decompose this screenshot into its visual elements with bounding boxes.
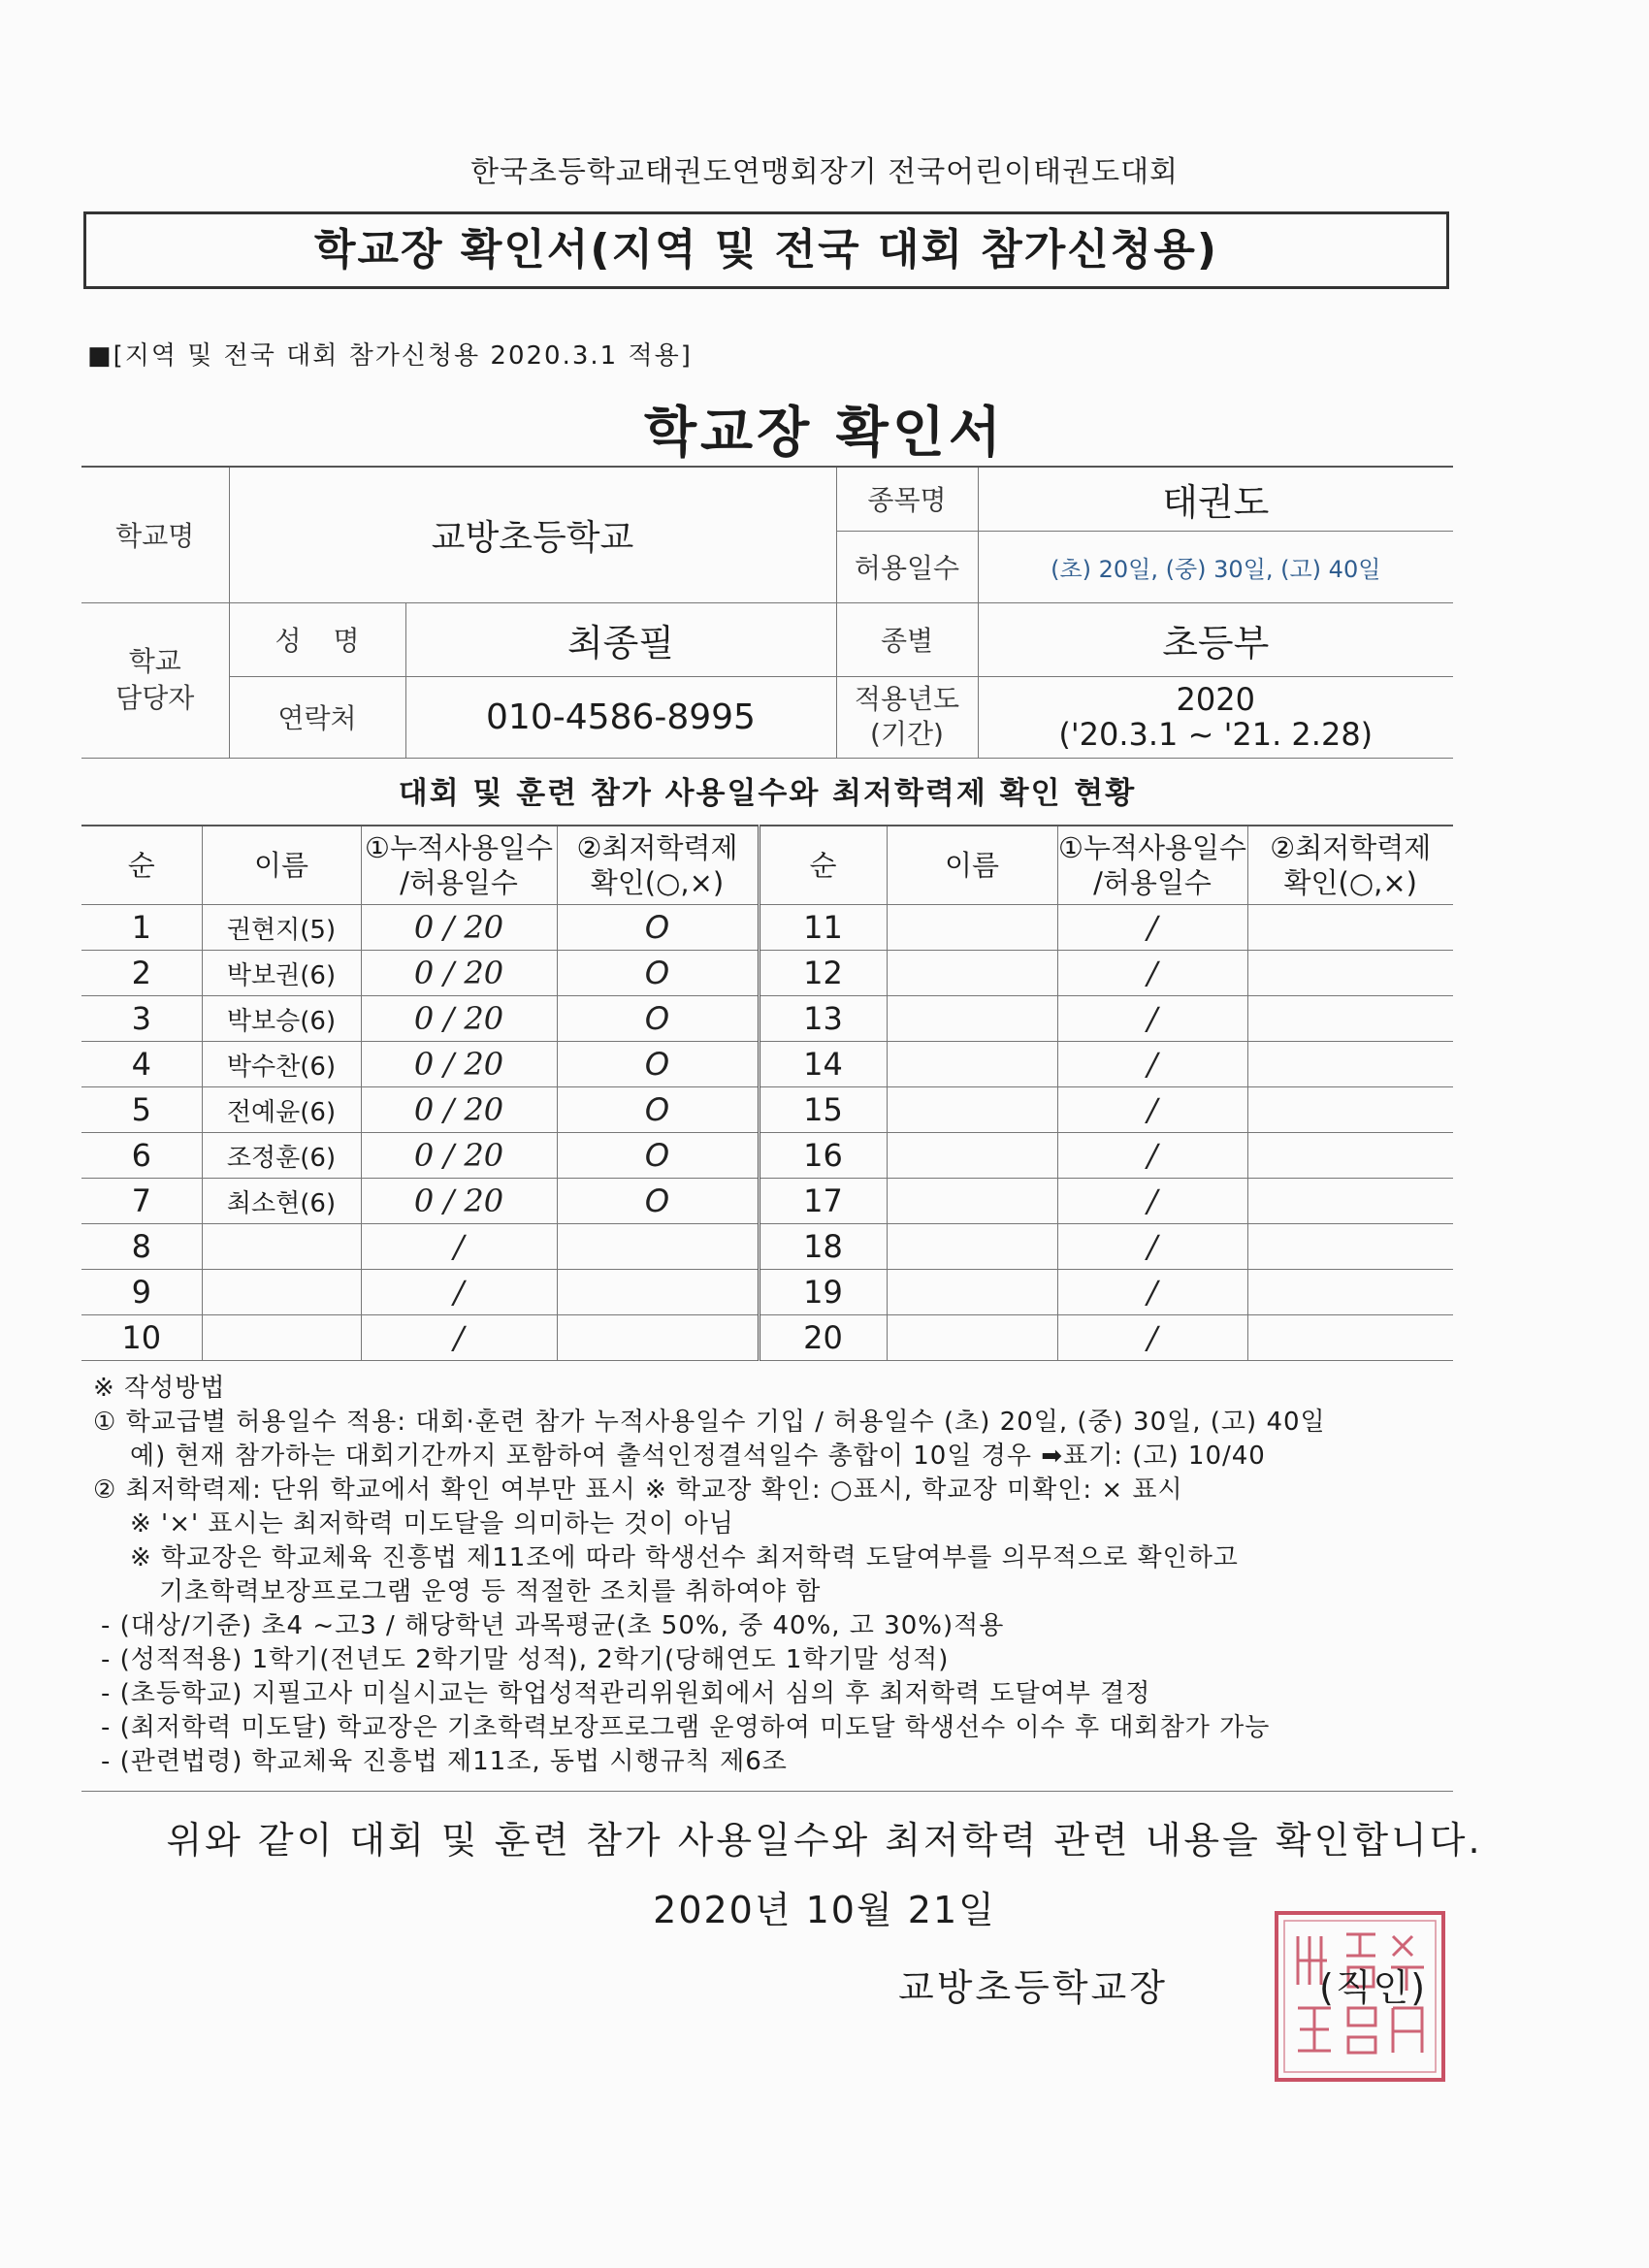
student-name bbox=[887, 996, 1057, 1042]
event-title: 한국초등학교태권도연맹회장기 전국어린이태권도대회 bbox=[469, 155, 1180, 189]
minimum-academic-check bbox=[557, 1270, 759, 1315]
student-name bbox=[887, 951, 1057, 996]
student-name bbox=[887, 1133, 1057, 1179]
minimum-academic-check bbox=[1247, 1315, 1453, 1361]
manager-name: 최종필 bbox=[405, 602, 836, 676]
manager-label-line1: 학교 bbox=[128, 645, 181, 677]
days-used: / bbox=[361, 1270, 557, 1315]
col-check-right-line1: ②최저학력제 bbox=[1270, 831, 1432, 864]
days-used: / bbox=[1057, 1133, 1247, 1179]
row-number: 13 bbox=[759, 996, 887, 1042]
apply-note: ■[지역 및 전국 대회 참가신청용 2020.3.1 적용] bbox=[87, 341, 693, 371]
school-name: 교방초등학교 bbox=[229, 467, 836, 602]
table-row bbox=[81, 1270, 1453, 1315]
minimum-academic-check bbox=[1247, 905, 1453, 951]
principal-title: 교방초등학교장 bbox=[898, 1966, 1168, 2009]
row-number: 17 bbox=[759, 1179, 887, 1224]
student-name bbox=[202, 1224, 361, 1270]
row-number: 3 bbox=[81, 996, 202, 1042]
document-title-box: 학교장 확인서(지역 및 전국 대회 참가신청용) bbox=[83, 211, 1449, 289]
minimum-academic-check: O bbox=[557, 1087, 759, 1133]
row-number: 8 bbox=[81, 1224, 202, 1270]
table-row bbox=[81, 1133, 1453, 1179]
contact-label: 연락처 bbox=[229, 676, 405, 758]
guide-line: 예) 현재 참가하는 대회기간까지 포함하여 출석인정결석일수 총합이 10일 경우 ➡표기: (고) 10/40 bbox=[130, 1442, 1266, 1471]
school-info-table bbox=[81, 466, 1453, 759]
row-number: 11 bbox=[759, 905, 887, 951]
days-used: 0 / 20 bbox=[361, 1133, 557, 1179]
minimum-academic-check bbox=[557, 1315, 759, 1361]
student-name bbox=[887, 1270, 1057, 1315]
divider bbox=[81, 1791, 1453, 1792]
name-label: 성 명 bbox=[229, 602, 405, 676]
guide-line: ※ '×' 표시는 최저학력 미도달을 의미하는 것이 아님 bbox=[130, 1509, 734, 1539]
col-days-left-line2: /허용일수 bbox=[400, 866, 518, 899]
row-number: 19 bbox=[759, 1270, 887, 1315]
days-used: / bbox=[1057, 905, 1247, 951]
year-label-line2: (기간) bbox=[870, 718, 944, 750]
student-name: 박보승(6) bbox=[202, 996, 361, 1042]
col-check-right bbox=[1247, 826, 1453, 905]
minimum-academic-check bbox=[1247, 1270, 1453, 1315]
col-days-left-line1: ①누적사용일수 bbox=[364, 831, 554, 864]
table-row bbox=[81, 1179, 1453, 1224]
student-name: 권현지(5) bbox=[202, 905, 361, 951]
col-days-right bbox=[1057, 826, 1247, 905]
table-row bbox=[81, 1224, 1453, 1270]
row-number: 7 bbox=[81, 1179, 202, 1224]
row-number: 9 bbox=[81, 1270, 202, 1315]
roster-section-title: 대회 및 훈련 참가 사용일수와 최저학력제 확인 현황 bbox=[398, 776, 1137, 811]
table-row bbox=[81, 1042, 1453, 1087]
days-used: / bbox=[1057, 951, 1247, 996]
days-used: / bbox=[1057, 1270, 1247, 1315]
student-name bbox=[887, 905, 1057, 951]
minimum-academic-check: O bbox=[557, 1133, 759, 1179]
guide-line: - (대상/기준) 초4 ~고3 / 해당학년 과목평균(초 50%, 중 40%, 고 30%)적용 bbox=[101, 1611, 1005, 1640]
col-name-left: 이름 bbox=[202, 826, 361, 905]
col-check-left-line1: ②최저학력제 bbox=[576, 831, 738, 864]
guide-line: ※ 학교장은 학교체육 진흥법 제11조에 따라 학생선수 최저학력 도달여부를 의무적으로 확인하고 bbox=[130, 1543, 1239, 1572]
table-row bbox=[81, 1315, 1453, 1361]
student-name bbox=[202, 1270, 361, 1315]
student-name bbox=[887, 1224, 1057, 1270]
confirmation-statement: 위와 같이 대회 및 훈련 참가 사용일수와 최저학력 관련 내용을 확인합니다. bbox=[166, 1819, 1483, 1862]
manager-label bbox=[81, 602, 229, 758]
minimum-academic-check: O bbox=[557, 1179, 759, 1224]
days-used: 0 / 20 bbox=[361, 1087, 557, 1133]
table-row bbox=[81, 1087, 1453, 1133]
row-number: 1 bbox=[81, 905, 202, 951]
col-no-right: 순 bbox=[759, 826, 887, 905]
col-days-right-line2: /허용일수 bbox=[1093, 866, 1212, 899]
row-number: 2 bbox=[81, 951, 202, 996]
table-row bbox=[81, 951, 1453, 996]
days-used: / bbox=[1057, 1042, 1247, 1087]
days-used: / bbox=[1057, 1224, 1247, 1270]
days-used: / bbox=[1057, 1315, 1247, 1361]
col-no-left: 순 bbox=[81, 826, 202, 905]
row-number: 18 bbox=[759, 1224, 887, 1270]
row-number: 5 bbox=[81, 1087, 202, 1133]
allowed-days-value: (초) 20일, (중) 30일, (고) 40일 bbox=[978, 531, 1453, 602]
school-name-label: 학교명 bbox=[81, 467, 229, 602]
col-check-left-line2: 확인(○,×) bbox=[590, 866, 725, 899]
minimum-academic-check bbox=[1247, 1224, 1453, 1270]
student-name: 전예윤(6) bbox=[202, 1087, 361, 1133]
minimum-academic-check bbox=[1247, 1042, 1453, 1087]
guide-line: - (관련법령) 학교체육 진흥법 제11조, 동법 시행규칙 제6조 bbox=[101, 1747, 788, 1776]
category-value: 초등부 bbox=[978, 602, 1453, 676]
year-value bbox=[978, 676, 1453, 758]
days-used: 0 / 20 bbox=[361, 1042, 557, 1087]
days-used: / bbox=[361, 1315, 557, 1361]
minimum-academic-check bbox=[1247, 1133, 1453, 1179]
minimum-academic-check: O bbox=[557, 1042, 759, 1087]
contact-value: 010-4586-8995 bbox=[405, 676, 836, 758]
seal-label: (직인) bbox=[1319, 1966, 1428, 2009]
col-check-left bbox=[557, 826, 759, 905]
student-name: 박수찬(6) bbox=[202, 1042, 361, 1087]
guide-line: - (성적적용) 1학기(전년도 2학기말 성적), 2학기(당해연도 1학기말 성적) bbox=[101, 1645, 950, 1674]
writing-guide bbox=[93, 1372, 1471, 1779]
guide-line: ② 최저학력제: 단위 학교에서 확인 여부만 표시 ※ 학교장 확인: ○표시, 학교장 미확인: × 표시 bbox=[93, 1475, 1183, 1505]
issue-date: 2020년 10월 21일 bbox=[653, 1889, 996, 1931]
col-name-right: 이름 bbox=[887, 826, 1057, 905]
days-used: 0 / 20 bbox=[361, 1179, 557, 1224]
row-number: 12 bbox=[759, 951, 887, 996]
guide-line: - (최저학력 미도달) 학교장은 기초학력보장프로그램 운영하여 미도달 학생선수 이수 후 대회참가 가능 bbox=[101, 1713, 1271, 1742]
category-label: 종별 bbox=[836, 602, 978, 676]
days-used: 0 / 20 bbox=[361, 905, 557, 951]
days-used: / bbox=[1057, 1087, 1247, 1133]
days-used: / bbox=[1057, 1179, 1247, 1224]
row-number: 4 bbox=[81, 1042, 202, 1087]
guide-line: ① 학교급별 허용일수 적용: 대회·훈련 참가 누적사용일수 기입 / 허용일수 (초) 20일, (중) 30일, (고) 40일 bbox=[93, 1408, 1326, 1437]
student-name bbox=[887, 1042, 1057, 1087]
student-name bbox=[887, 1179, 1057, 1224]
period: ('20.3.1 ~ '21. 2.28) bbox=[1058, 716, 1374, 753]
sport-label: 종목명 bbox=[836, 467, 978, 531]
manager-label-line2: 담당자 bbox=[115, 682, 195, 714]
year: 2020 bbox=[1176, 681, 1255, 718]
row-number: 14 bbox=[759, 1042, 887, 1087]
student-name bbox=[202, 1315, 361, 1361]
col-check-right-line2: 확인(○,×) bbox=[1283, 866, 1417, 899]
student-name bbox=[887, 1315, 1057, 1361]
minimum-academic-check: O bbox=[557, 951, 759, 996]
student-name bbox=[887, 1087, 1057, 1133]
minimum-academic-check bbox=[1247, 1087, 1453, 1133]
minimum-academic-check bbox=[557, 1224, 759, 1270]
row-number: 20 bbox=[759, 1315, 887, 1361]
days-used: / bbox=[361, 1224, 557, 1270]
table-row bbox=[81, 905, 1453, 951]
year-label-line1: 적용년도 bbox=[854, 683, 960, 715]
allowed-days-label: 허용일수 bbox=[836, 531, 978, 602]
year-label bbox=[836, 676, 978, 758]
minimum-academic-check bbox=[1247, 996, 1453, 1042]
col-days-left bbox=[361, 826, 557, 905]
row-number: 16 bbox=[759, 1133, 887, 1179]
sport-value: 태권도 bbox=[978, 467, 1453, 531]
main-title: 학교장 확인서 bbox=[643, 402, 1006, 465]
student-name: 최소현(6) bbox=[202, 1179, 361, 1224]
row-number: 6 bbox=[81, 1133, 202, 1179]
student-name: 박보권(6) bbox=[202, 951, 361, 996]
guide-heading: ※ 작성방법 bbox=[93, 1374, 226, 1403]
minimum-academic-check: O bbox=[557, 905, 759, 951]
minimum-academic-check bbox=[1247, 1179, 1453, 1224]
table-row bbox=[81, 996, 1453, 1042]
days-used: 0 / 20 bbox=[361, 951, 557, 996]
guide-line: - (초등학교) 지필고사 미실시교는 학업성적관리위원회에서 심의 후 최저학력 도달여부 결정 bbox=[101, 1679, 1151, 1708]
row-number: 15 bbox=[759, 1087, 887, 1133]
minimum-academic-check: O bbox=[557, 996, 759, 1042]
roster-table bbox=[81, 825, 1453, 1361]
student-name: 조정훈(6) bbox=[202, 1133, 361, 1179]
days-used: / bbox=[1057, 996, 1247, 1042]
col-days-right-line1: ①누적사용일수 bbox=[1057, 831, 1247, 864]
days-used: 0 / 20 bbox=[361, 996, 557, 1042]
guide-line: 기초학력보장프로그램 운영 등 적절한 조치를 취하여야 함 bbox=[159, 1577, 822, 1606]
minimum-academic-check bbox=[1247, 951, 1453, 996]
row-number: 10 bbox=[81, 1315, 202, 1361]
